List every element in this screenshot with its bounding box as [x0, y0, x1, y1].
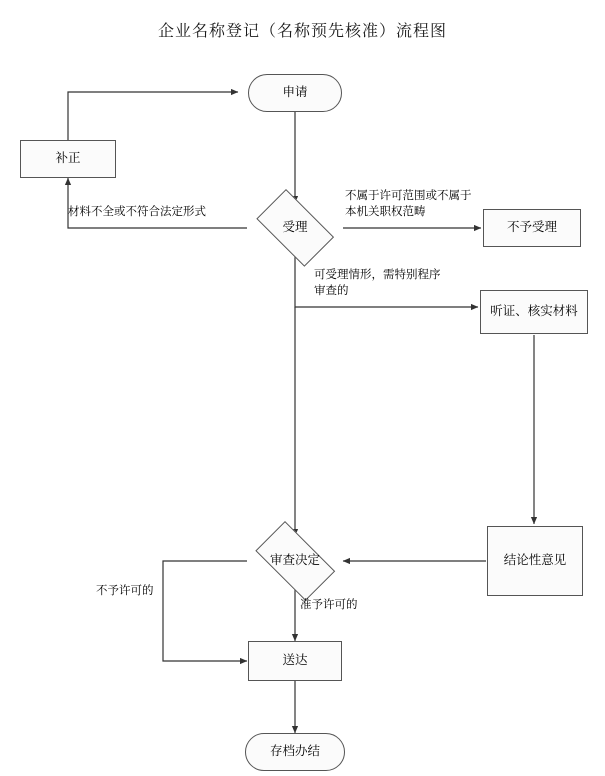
edge-label-materials-incomplete: 材料不全或不符合法定形式 — [68, 206, 206, 218]
node-reject-label: 不予受理 — [506, 220, 557, 235]
node-conclusion-label: 结论性意见 — [503, 553, 567, 568]
node-hearing[interactable] — [480, 290, 588, 334]
node-deliver[interactable] — [248, 641, 342, 681]
node-review-label: 审查决定 — [269, 553, 320, 568]
node-archive[interactable] — [245, 733, 345, 771]
page-title: 企业名称登记（名称预先核准）流程图 — [157, 23, 447, 40]
node-apply[interactable] — [248, 74, 342, 112]
node-supplement[interactable] — [20, 140, 116, 178]
node-accept[interactable] — [247, 198, 343, 258]
node-deliver-label: 送达 — [282, 653, 308, 668]
node-accept-label: 受理 — [282, 220, 308, 235]
edge-label-special-procedure: 可受理情形，需特别程序审查的 — [314, 269, 441, 297]
node-apply-label: 申请 — [282, 85, 308, 100]
node-conclusion[interactable] — [487, 526, 583, 596]
node-reject[interactable] — [483, 209, 581, 247]
edge-label-not-permitted: 不予许可的 — [96, 585, 154, 597]
edge-label-out-of-scope: 不属于许可范围或不属于本机关职权范畴 — [345, 190, 472, 218]
node-supplement-label: 补正 — [55, 151, 81, 166]
node-hearing-label: 听证、核实材料 — [490, 304, 578, 319]
node-review[interactable] — [245, 531, 345, 591]
edge-label-permitted: 准予许可的 — [300, 599, 358, 611]
node-archive-label: 存档办结 — [269, 744, 320, 759]
